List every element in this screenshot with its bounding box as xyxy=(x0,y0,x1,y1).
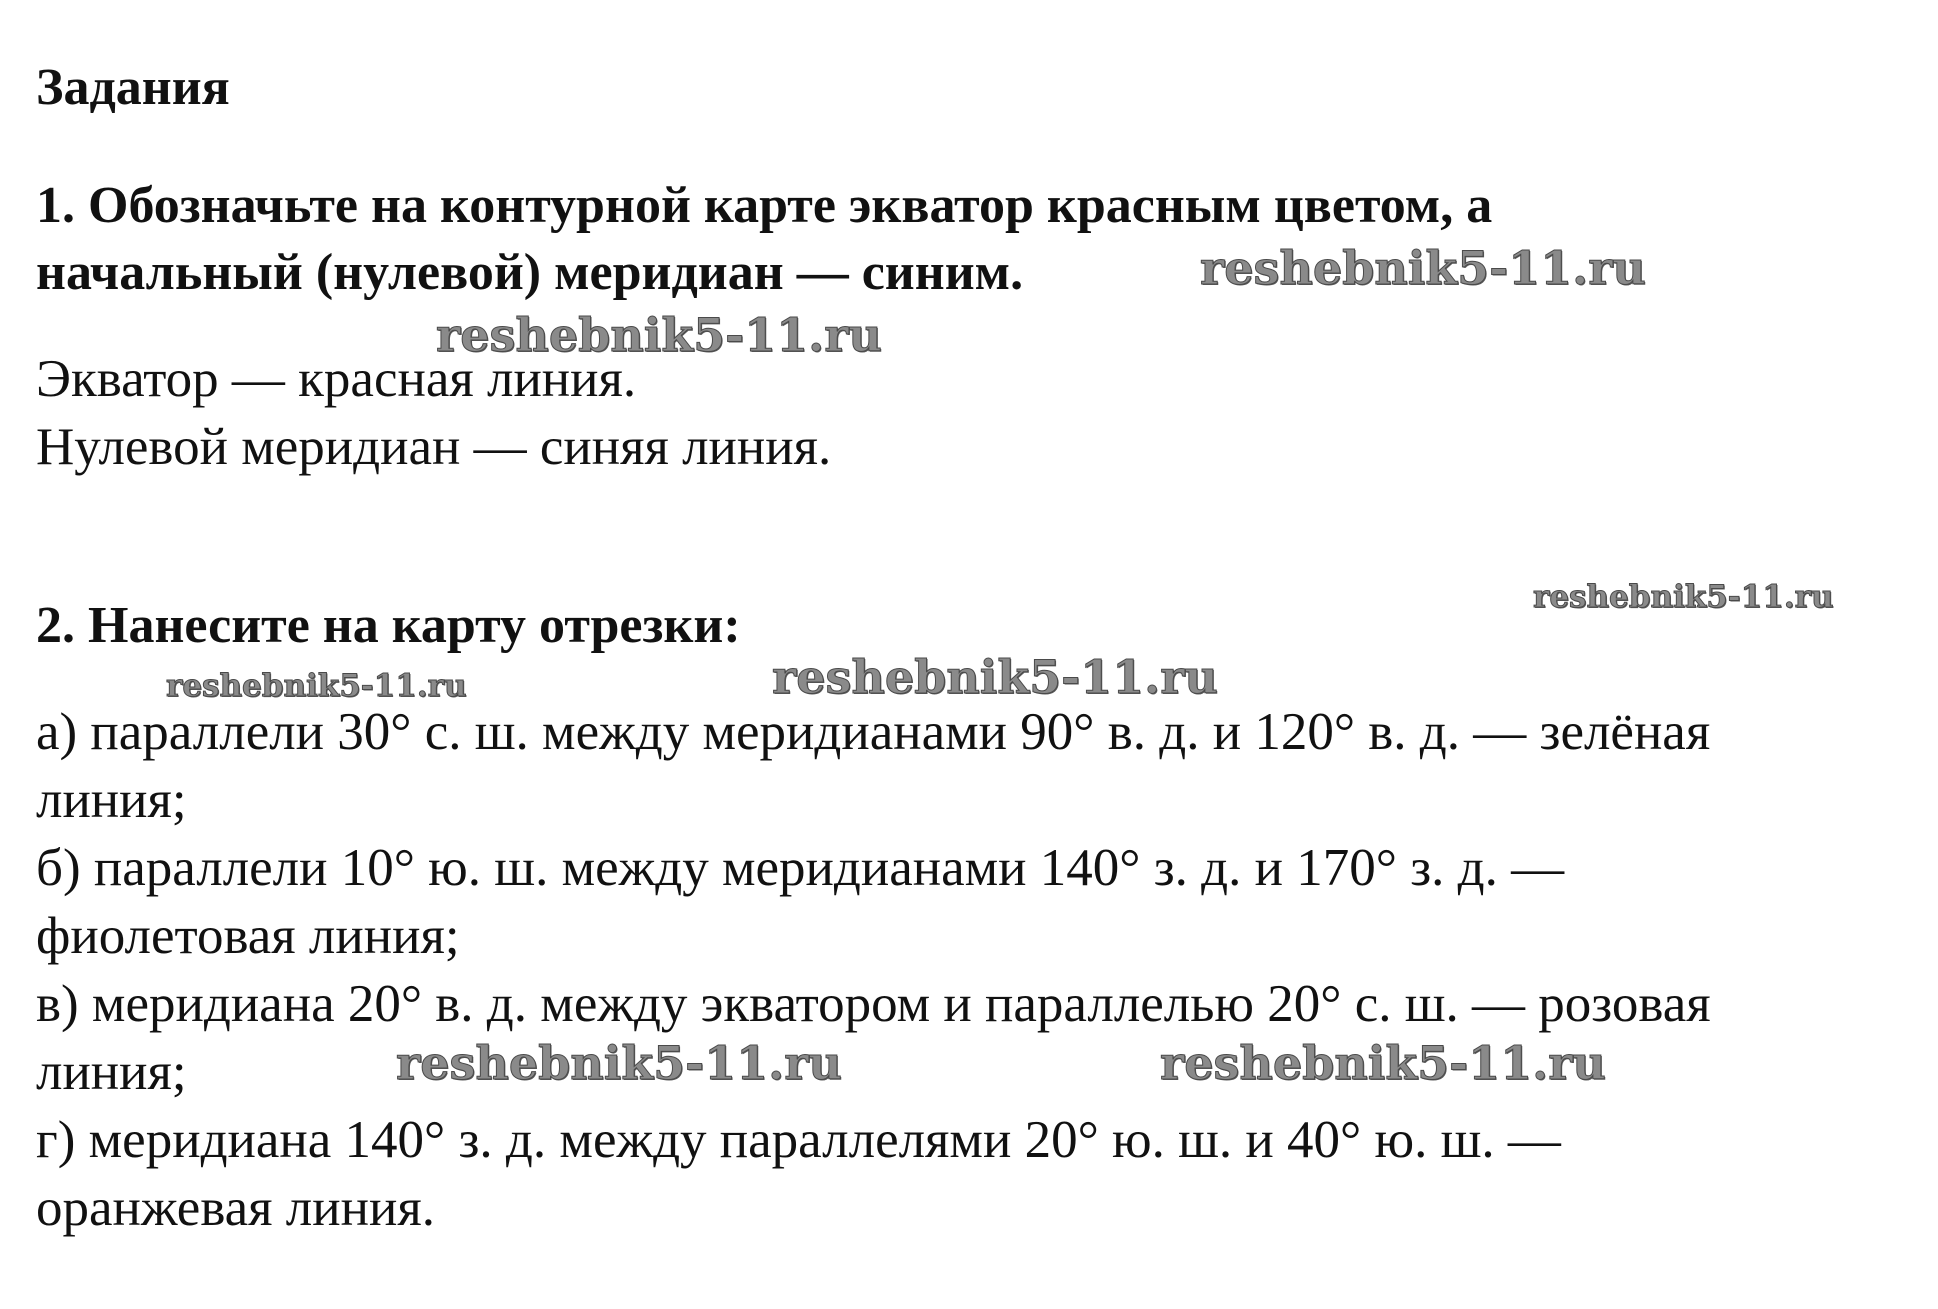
task2-item-b-line1: б) параллели 10° ю. ш. между меридианами 140° з. д. и 170° з. д. — xyxy=(36,839,1565,897)
watermark-7: reshebnik5-11.ru xyxy=(1160,1036,1606,1090)
task2-item-b-line2: фиолетовая линия; xyxy=(36,907,460,965)
task1-answer-line1: Экватор — красная линия. xyxy=(36,350,637,408)
task2-item-g-line2: оранжевая линия. xyxy=(36,1179,435,1237)
task1-title-line2: начальный (нулевой) меридиан — синим. xyxy=(36,244,1024,301)
task2-item-v-line1: в) меридиана 20° в. д. между экватором и параллелью 20° с. ш. — розовая xyxy=(36,975,1711,1033)
watermark-2: reshebnik5-11.ru xyxy=(436,308,882,362)
task1-title-line1: 1. Обозначьте на контурной карте экватор красным цветом, а xyxy=(36,177,1493,234)
task2-item-a-line1: а) параллели 30° с. ш. между меридианами 90° в. д. и 120° в. д. — зелёная xyxy=(36,703,1711,761)
page-heading: Задания xyxy=(36,59,230,116)
watermark-6: reshebnik5-11.ru xyxy=(396,1036,842,1090)
watermark-4: reshebnik5-11.ru xyxy=(166,668,467,704)
task2-item-v-line2: линия; xyxy=(36,1043,187,1101)
watermark-1: reshebnik5-11.ru xyxy=(1200,241,1646,295)
watermark-3: reshebnik5-11.ru xyxy=(1533,579,1834,615)
watermark-5: reshebnik5-11.ru xyxy=(772,650,1218,704)
task1-answer-line2: Нулевой меридиан — синяя линия. xyxy=(36,418,832,476)
task2-item-g-line1: г) меридиана 140° з. д. между параллелями 20° ю. ш. и 40° ю. ш. — xyxy=(36,1111,1561,1169)
task2-title: 2. Нанесите на карту отрезки: xyxy=(36,597,741,654)
task2-item-a-line2: линия; xyxy=(36,771,187,829)
